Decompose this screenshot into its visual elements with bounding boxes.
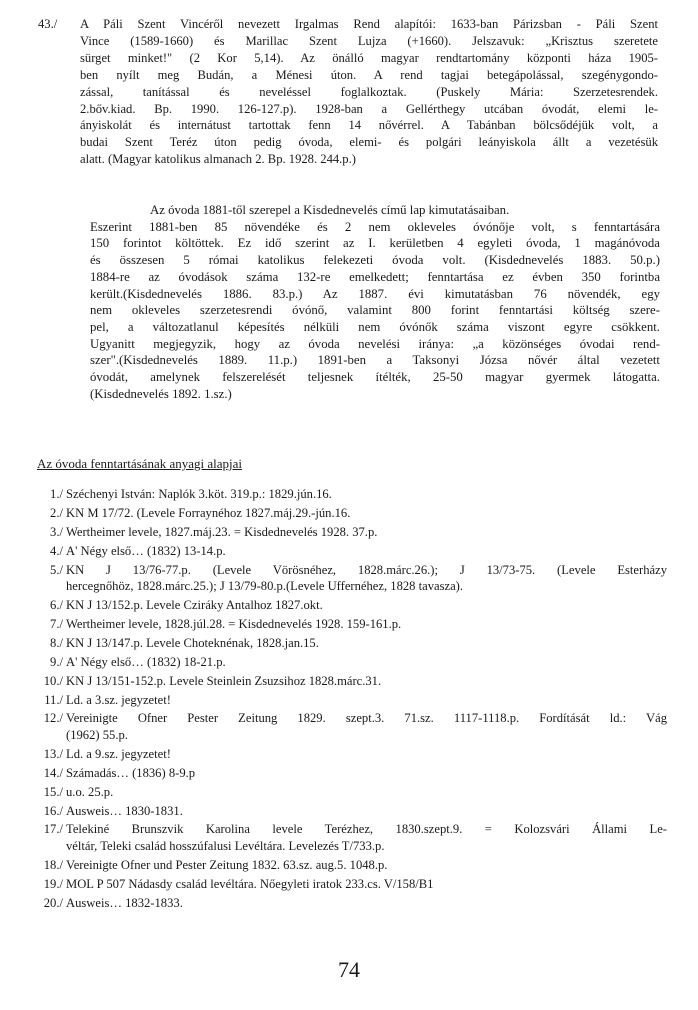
footnote-number: 11./ xyxy=(44,692,63,707)
footnote-text xyxy=(66,692,667,709)
footnote-item xyxy=(27,635,667,652)
footnote-text xyxy=(66,597,667,614)
footnote-text xyxy=(66,765,667,782)
footnote-item xyxy=(27,543,667,560)
footnote-item xyxy=(27,876,667,893)
footnote-number: 4./ xyxy=(50,543,63,558)
footnote-list xyxy=(27,486,667,914)
footnote-line: Ld. a 9.sz. jegyzetet! xyxy=(66,746,171,761)
footnote-item xyxy=(27,857,667,874)
body-line: 150 forintot költöttek. Ez idő szerint az I. kerületben 4 egyleti óvoda, 1 magánóvoda xyxy=(90,236,660,251)
footnote-line: A' Négy első… (1832) 13-14.p. xyxy=(66,543,226,558)
footnote-line: Ausweis… 1830-1831. xyxy=(66,803,183,818)
footnote-line: Széchenyi István: Naplók 3.köt. 319.p.: 1829.jún.16. xyxy=(66,487,332,501)
footnote-number: 10./ xyxy=(43,673,63,688)
footnote-line: Telekiné Brunszvik Karolina levele Terézhez, 1830.szept.9. = Kolozsvári Állami Le- xyxy=(66,822,667,837)
body-line: szer".(Kisdednevelés 1889. 11.p.) 1891-ben a Taksonyi Józsa nővér által vezetett xyxy=(90,353,660,368)
footnote-number: 2./ xyxy=(50,505,63,520)
body-line: Az óvoda 1881-től szerepel a Kisdednevelés című lap kimutatásaiban. xyxy=(150,203,510,217)
footnote-43-line: alatt. (Magyar katolikus almanach 2. Bp. 1928. 244.p.) xyxy=(80,152,356,167)
body-line: Ugyanitt megjegyzik, hogy az óvoda nevelési iránya: „a közönséges óvodai rend- xyxy=(90,336,660,351)
footnote-item xyxy=(27,784,667,801)
footnote-text xyxy=(66,635,667,652)
footnote-line: (1962) 55.p. xyxy=(66,727,128,742)
footnote-item xyxy=(27,524,667,541)
footnote-line: KN J 13/76-77.p. (Levele Vörösnéhez, 1828.márc.26.); J 13/73-75. (Levele Esterházy xyxy=(66,562,667,577)
footnote-text xyxy=(66,673,667,690)
footnote-text xyxy=(66,876,667,893)
footnote-line: Vereinigte Ofner und Pester Zeitung 1832. 63.sz. aug.5. 1048.p. xyxy=(66,857,388,872)
footnote-line: A' Négy első… (1832) 18-21.p. xyxy=(66,654,226,669)
footnote-item xyxy=(27,616,667,633)
footnote-line: Wertheimer levele, 1828.júl.28. = Kisdednevelés 1928. 159-161.p. xyxy=(66,616,402,631)
footnote-text xyxy=(66,562,667,595)
footnote-text xyxy=(66,710,667,743)
footnote-line: KN J 13/147.p. Levele Choteknénak, 1828.jan.15. xyxy=(66,635,319,650)
body-line: óvodát, amelynek felszerelését teljesnek ítélték, 25-50 magyar gyermek látogatta. xyxy=(90,370,660,385)
footnote-line: KN J 13/152.p. Levele Cziráky Antalhoz 1827.okt. xyxy=(66,598,323,613)
footnote-number: 15./ xyxy=(43,784,63,799)
footnote-text xyxy=(66,895,667,912)
body-line: (Kisdednevelés 1892. 1.sz.) xyxy=(90,386,232,401)
footnote-text xyxy=(66,524,667,541)
footnote-item xyxy=(27,803,667,820)
footnote-43-line: sürget minket!" (2 Kor 5,14). Az önálló magyar rendtartomány központi háza 1905- xyxy=(80,50,658,65)
footnote-number: 18./ xyxy=(43,857,63,872)
footnote-item xyxy=(27,765,667,782)
footnote-line: Számadás… (1836) 8-9.p xyxy=(66,765,196,780)
footnote-item xyxy=(27,654,667,671)
footnote-43-text xyxy=(80,16,658,168)
footnote-item xyxy=(27,692,667,709)
footnote-number: 7./ xyxy=(50,616,63,631)
footnote-text xyxy=(66,746,667,763)
footnote-text xyxy=(66,784,667,801)
footnote-number: 13./ xyxy=(43,746,63,761)
section-heading: Az óvoda fenntartásának anyagi alapjai xyxy=(37,456,243,471)
body-line: Eszerint 1881-ben 85 növendéke és 2 nem okleveles óvónője volt, s fenntartására xyxy=(90,219,660,234)
body-paragraph xyxy=(90,202,660,402)
footnote-text xyxy=(66,505,667,522)
footnote-item xyxy=(27,673,667,690)
footnote-number: 14./ xyxy=(43,765,63,780)
body-line: nem okleveles szerzetesrendi óvónő, valamint 800 forint fenntartási költség szere- xyxy=(90,303,660,318)
footnote-43-line: 2.bőv.kiad. Bp. 1990. 126-127.p). 1928-ban a Gellérthegy utcában óvodát, elemi le- xyxy=(80,101,658,116)
footnote-43-line: budai Szent Teréz úton pedig óvoda, elemi- és polgári leányiskola állt a vezetésük xyxy=(80,135,658,150)
footnote-43 xyxy=(38,16,658,168)
body-line: és összesen 5 római katolikus felekezeti óvoda volt. (Kisdednevelés 1883. 50.p.) xyxy=(90,253,660,268)
footnote-item xyxy=(27,597,667,614)
footnote-number: 20./ xyxy=(43,895,63,910)
footnote-text xyxy=(66,486,667,503)
footnote-43-line: A Páli Szent Vincéről nevezett Irgalmas Rend alapítói: 1633-ban Párizsban - Páli Szent xyxy=(80,17,658,31)
footnote-item xyxy=(27,486,667,503)
footnote-number: 17./ xyxy=(43,822,63,837)
footnote-line: MOL P 507 Nádasdy család levéltára. Nőegyleti iratok 233.cs. V/158/B1 xyxy=(66,876,434,891)
footnote-item xyxy=(27,710,667,743)
footnote-43-line: ben nyílt meg Budán, a Ménesi úton. A rend tagjai betegápolással, szegénygondo- xyxy=(80,67,658,82)
footnote-line: Vereinigte Ofner Pester Zeitung 1829. szept.3. 71.sz. 1117-1118.p. Fordítását ld.: Vág xyxy=(66,711,667,726)
footnote-43-line: ányiskolát és internátust tartottak fenn 14 nővérrel. A Tabánban bölcsődéjük volt, a xyxy=(80,118,658,133)
footnote-number: 3./ xyxy=(50,524,63,539)
footnote-43-number: 43./ xyxy=(38,17,58,31)
footnote-43-line: Vince (1589-1660) és Marillac Szent Lujza (+1660). Jelszavuk: „Krisztus szeretete xyxy=(80,33,658,48)
footnote-number: 12./ xyxy=(43,711,63,726)
body-line: került.(Kisdednevelés 1886. 83.p.) Az 1887. évi kimutatásban 76 növendék, egy xyxy=(90,286,660,301)
page-number: 74 xyxy=(338,957,360,982)
body-line: pel, a változatlanul képesítés nélküli nem óvónők száma viszont egyre csökkent. xyxy=(90,319,660,334)
footnote-line: Ld. a 3.sz. jegyzetet! xyxy=(66,692,171,707)
footnote-43-line: zással, tanítással és neveléssel foglalkoztak. (Puskely Mária: Szerzetesrendek. xyxy=(80,84,658,99)
body-line: 1884-re az óvodások száma 132-re emelkedett; fenntartása ez évben 350 forintba xyxy=(90,269,660,284)
footnote-text xyxy=(66,821,667,854)
footnote-line: véltár, Teleki család hosszúfalusi Levéltára. Levelezés T/733.p. xyxy=(66,839,385,854)
footnote-line: hercegnőhöz, 1828.márc.25.); J 13/79-80.p.(Levele Uffernéhez, 1828 tavasza). xyxy=(66,579,464,594)
footnote-text xyxy=(66,543,667,560)
footnote-number: 8./ xyxy=(50,635,63,650)
footnote-line: u.o. 25.p. xyxy=(66,784,114,799)
footnote-number: 6./ xyxy=(50,598,63,613)
footnote-item xyxy=(27,505,667,522)
footnote-item xyxy=(27,562,667,595)
footnote-text xyxy=(66,803,667,820)
footnote-line: KN M 17/72. (Levele Forraynéhoz 1827.máj.29.-jún.16. xyxy=(66,505,351,520)
footnote-line: Wertheimer levele, 1827.máj.23. = Kisdednevelés 1928. 37.p. xyxy=(66,524,378,539)
footnote-number: 1./ xyxy=(50,487,63,501)
footnote-item xyxy=(27,746,667,763)
footnote-line: Ausweis… 1832-1833. xyxy=(66,895,183,910)
footnote-number: 5./ xyxy=(50,562,63,577)
footnote-number: 9./ xyxy=(50,654,63,669)
footnote-text xyxy=(66,654,667,671)
footnote-item xyxy=(27,821,667,854)
footnote-text xyxy=(66,857,667,874)
footnote-item xyxy=(27,895,667,912)
footnote-number: 16./ xyxy=(43,803,63,818)
footnote-line: KN J 13/151-152.p. Levele Steinlein Zsuzsihoz 1828.márc.31. xyxy=(66,673,382,688)
footnote-text xyxy=(66,616,667,633)
footnote-number: 19./ xyxy=(43,876,63,891)
